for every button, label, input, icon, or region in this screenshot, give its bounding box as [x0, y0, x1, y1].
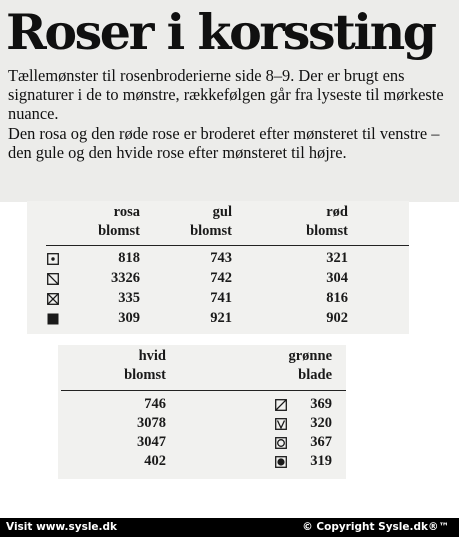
header-hvid-line2: blomst — [124, 367, 166, 383]
header-rosa — [98, 203, 140, 241]
header-hvid — [124, 347, 166, 385]
footer-bar — [0, 518, 459, 537]
cross-square-icon — [47, 293, 59, 305]
table-cell: 319 — [310, 453, 332, 469]
header-gronne-line2: blade — [298, 367, 332, 383]
header-rod — [306, 203, 348, 241]
header-rod-line1: rød — [326, 204, 348, 220]
table-cell: 309 — [118, 310, 140, 326]
table-cell: 369 — [310, 396, 332, 412]
v-square-icon — [275, 418, 287, 430]
table-cell: 818 — [118, 250, 140, 266]
footer-site-link[interactable]: Visit www.sysle.dk — [6, 521, 118, 533]
table-cell: 321 — [326, 250, 348, 266]
article-title: Roser i korssting — [6, 3, 435, 61]
header-gul-line2: blomst — [190, 223, 232, 239]
table-divider — [61, 390, 346, 391]
dot-square-icon — [47, 253, 59, 265]
table-cell: 742 — [210, 270, 232, 286]
header-gronne — [289, 347, 333, 385]
filled-square-icon — [47, 313, 59, 325]
header-rosa-line2: blomst — [98, 223, 140, 239]
filled-circle-square-icon — [275, 456, 287, 468]
table-cell: 902 — [326, 310, 348, 326]
table-cell: 746 — [144, 396, 166, 412]
footer-copyright: © Copyright Sysle.dk®™ — [302, 521, 449, 533]
header-gul-line1: gul — [212, 204, 232, 220]
intro-paragraph-1: Tællemønster til rosenbroderierne side 8–9. Der er brugt ens signaturer i de to mønstre, rækkefølgen går fra lyseste til mørkeste nuance. — [8, 66, 444, 124]
table-cell: 741 — [210, 290, 232, 306]
header-hvid-line1: hvid — [138, 348, 166, 364]
diagonal-square-icon — [47, 273, 59, 285]
table-cell: 3078 — [137, 415, 166, 431]
intro-paragraph-2: Den rosa og den røde rose er broderet efter mønsteret til venstre – den gule og den hvide rose efter mønsteret til højre. — [8, 123, 440, 162]
table-cell: 304 — [326, 270, 348, 286]
table-cell: 743 — [210, 250, 232, 266]
color-table-white-leaves — [58, 345, 346, 479]
intro-text — [8, 66, 448, 162]
table-cell: 320 — [310, 415, 332, 431]
header-gul — [190, 203, 232, 241]
header-rosa-line1: rosa — [113, 204, 140, 220]
table-cell: 921 — [210, 310, 232, 326]
table-cell: 3047 — [137, 434, 166, 450]
table-cell: 367 — [310, 434, 332, 450]
table-divider — [46, 245, 409, 246]
table-cell: 3326 — [111, 270, 140, 286]
table-cell: 402 — [144, 453, 166, 469]
color-table-roses — [27, 201, 409, 334]
article-header-area — [0, 0, 459, 202]
header-gronne-line1: grønne — [288, 348, 332, 364]
circle-square-icon — [275, 437, 287, 449]
table-cell: 335 — [118, 290, 140, 306]
header-rod-line2: blomst — [306, 223, 348, 239]
table-cell: 816 — [326, 290, 348, 306]
diagonal-square-icon — [275, 399, 287, 411]
